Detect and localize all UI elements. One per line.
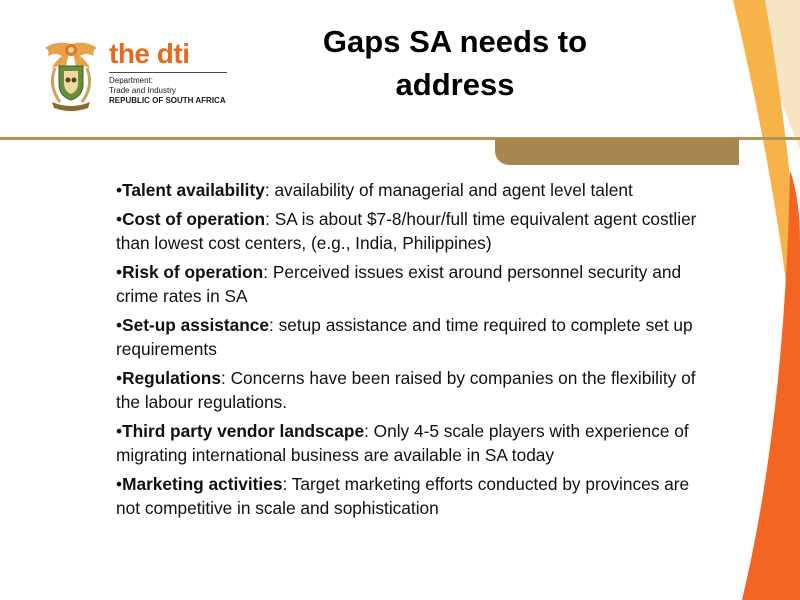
bullet-item: [116, 260, 706, 308]
bullet-marker: •: [116, 421, 123, 441]
bullet-marker: •: [116, 315, 123, 335]
bullet-term: Set-up assistance: [122, 315, 270, 335]
bullet-term: Cost of operation: [122, 209, 266, 229]
bullet-text: : Target marketing efforts conducted by provinces are not competitive in scale and sophistication: [116, 474, 690, 518]
brand-name: [109, 38, 190, 70]
bullet-term: Marketing activities: [122, 474, 283, 494]
header-tab: [495, 138, 739, 165]
bullet-marker: •: [116, 262, 123, 282]
bullet-marker: •: [116, 209, 123, 229]
bullet-text: : Concerns have been raised by companies on the flexibility of the labour regulations.: [116, 368, 696, 412]
brand-divider: [109, 72, 227, 73]
department-line2: Trade and Industry: [109, 86, 176, 95]
bullet-item: [116, 366, 706, 414]
orange-stripe: [742, 170, 800, 600]
brand-prefix: the: [109, 38, 150, 69]
department-text: [109, 76, 226, 106]
department-line3: REPUBLIC OF SOUTH AFRICA: [109, 96, 226, 105]
bullet-list: [116, 178, 706, 525]
bullet-marker: •: [116, 180, 123, 200]
bullet-text: : SA is about $7-8/hour/full time equivalent agent costlier than lowest cost centers, (e.g., India, Philippines): [116, 209, 697, 253]
bullet-term: Third party vendor landscape: [122, 421, 365, 441]
bullet-text: : availability of managerial and agent level talent: [264, 180, 633, 200]
bullet-term: Regulations: [122, 368, 221, 388]
bullet-text: : setup assistance and time required to complete set up requirements: [116, 315, 693, 359]
bullet-item: [116, 313, 706, 361]
bullet-item: [116, 207, 706, 255]
title-line1: Gaps SA needs to: [322, 24, 588, 59]
bullet-term: Risk of operation: [122, 262, 264, 282]
coat-of-arms-icon: [42, 38, 100, 112]
title-line2: address: [395, 67, 515, 102]
department-line1: Department:: [109, 76, 154, 85]
bullet-text: : Only 4-5 scale players with experience of migrating international business are available in SA today: [116, 421, 689, 465]
bullet-item: [116, 472, 706, 520]
bullet-text: : Perceived issues exist around personnel security and crime rates in SA: [116, 262, 682, 306]
bullet-marker: •: [116, 474, 123, 494]
bullet-term: Talent availability: [122, 180, 265, 200]
dti-logo: [42, 38, 232, 114]
bullet-marker: •: [116, 368, 123, 388]
brand-dti: dti: [156, 38, 190, 69]
slide-title: [290, 20, 620, 106]
bullet-item: [116, 419, 706, 467]
bullet-item: [116, 178, 706, 202]
